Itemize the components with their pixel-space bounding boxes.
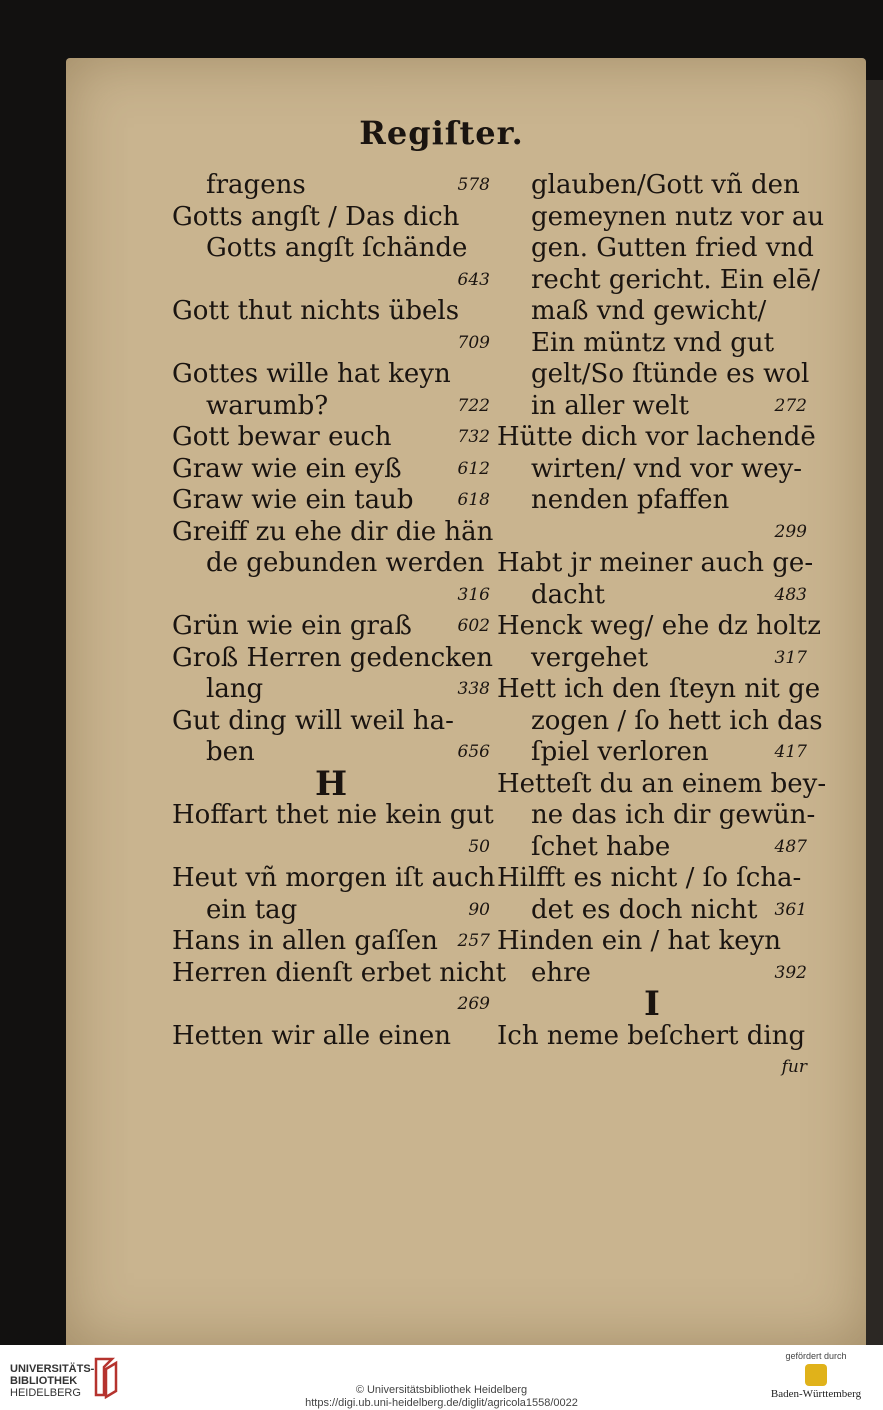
entry-number: 272: [774, 395, 807, 416]
entry-text: Greiff zu ehe dir die hän: [172, 516, 494, 547]
register-entry: [497, 233, 814, 265]
entry-number: 578: [457, 175, 490, 195]
entry-text: I: [644, 984, 660, 1024]
register-entry: [497, 170, 807, 202]
entry-text: dacht: [531, 579, 605, 610]
entry-text: Hans in allen gaſſen: [172, 926, 438, 956]
register-entry: [497, 580, 807, 612]
register-entry: [172, 580, 490, 612]
entry-number: 487: [774, 836, 807, 857]
register-entry: [497, 1021, 807, 1053]
entry-text: ben: [206, 737, 255, 767]
page-heading: Regiſter.: [359, 114, 524, 152]
register-entry: [497, 548, 814, 580]
entry-number: 612: [457, 458, 490, 479]
book-edge: [866, 80, 883, 1345]
register-entry: [497, 391, 807, 423]
register-entry: [172, 706, 490, 738]
register-entry: [172, 895, 490, 927]
entry-text: Hoffart thet nie kein gut: [172, 800, 494, 830]
entry-text: ne das ich dir gewün-: [531, 800, 816, 830]
entry-text: gen. Gutten fried vnd: [531, 233, 814, 263]
entry-text: zogen / ſo hett ich das: [531, 705, 823, 736]
register-entry: [497, 643, 807, 675]
entry-text: Hinden ein / hat keyn: [497, 926, 782, 956]
entry-text: ſchet habe: [531, 831, 671, 862]
register-entry: [497, 611, 821, 643]
register-entry: [497, 359, 810, 391]
entry-number: 618: [457, 490, 490, 510]
entry-text: Hilfft es nicht / ſo ſcha-: [497, 863, 802, 893]
copyright-text: © Universitätsbibliothek Heidelberg: [355, 1384, 528, 1396]
register-entry: [497, 201, 825, 234]
register-entry: [497, 926, 807, 958]
left-column: [172, 170, 507, 1052]
register-entry: [172, 1021, 490, 1053]
entry-text: Ein müntz vnd gut: [531, 327, 775, 358]
register-entry: [497, 1052, 807, 1084]
entry-text: Gott bewar euch: [172, 422, 392, 452]
entry-number: 361: [774, 899, 807, 920]
register-entry: [172, 611, 490, 643]
entry-text: Gotts angſt / Das dich: [172, 201, 460, 232]
register-entry: [172, 989, 490, 1021]
entry-text: gelt/So ſtünde es wol: [531, 359, 810, 389]
entry-number: 722: [457, 395, 490, 416]
register-entry: [172, 359, 490, 391]
entry-number: 316: [457, 584, 490, 605]
entry-text: Henck weg/ ehe dz holtz: [497, 611, 821, 641]
register-entry: [172, 800, 494, 832]
entry-text: det es doch nicht: [531, 894, 758, 925]
register-entry: [172, 926, 490, 958]
entry-number: 392: [774, 962, 807, 983]
entry-number: 643: [457, 269, 490, 290]
entry-text: Hetten wir alle einen: [172, 1020, 451, 1051]
state-crest-icon: [805, 1364, 827, 1386]
register-entry: [497, 264, 821, 297]
register-entry: [172, 422, 490, 454]
register-entry: [497, 705, 823, 738]
register-entry: [172, 328, 490, 360]
register-entry: [172, 485, 490, 517]
register-entry: [497, 296, 807, 328]
entry-text: Heut vñ morgen iſt auch: [172, 863, 496, 893]
register-entry: [497, 768, 827, 801]
section-letter: [172, 763, 490, 804]
register-entry: [497, 517, 807, 549]
entry-text: Ich neme beſchert ding: [497, 1020, 806, 1051]
entry-number: 90: [468, 899, 490, 920]
entry-number: 709: [457, 332, 490, 353]
register-entry: [172, 265, 490, 297]
entry-number: 732: [457, 427, 490, 447]
entry-text: recht gericht. Ein elē/: [531, 264, 821, 295]
entry-number: fur: [781, 1057, 807, 1077]
register-entry: [172, 863, 496, 895]
copyright-block: [0, 1384, 883, 1410]
entry-text: wirten/ vnd vor wey-: [531, 453, 803, 484]
permalink-url[interactable]: https://digi.ub.uni-heidelberg.de/diglit/agricola1558/0022: [305, 1397, 578, 1409]
register-entry: [172, 202, 490, 234]
entry-number: 483: [774, 584, 807, 605]
entry-number: 257: [457, 931, 490, 951]
register-entry: [172, 832, 490, 864]
sponsor-block[interactable]: [761, 1351, 871, 1400]
viewer-footer: [0, 1345, 883, 1410]
register-entry: [172, 642, 494, 675]
sponsor-name: Baden-Württemberg: [770, 1388, 862, 1400]
entry-number: 338: [457, 679, 490, 699]
library-name-line3: HEIDELBERG: [10, 1387, 81, 1399]
entry-text: Groß Herren gedencken: [172, 642, 494, 673]
entry-number: 602: [457, 616, 490, 636]
entry-text: Habt jr meiner auch ge-: [497, 548, 814, 578]
entry-text: gemeynen nutz vor au: [531, 201, 825, 232]
entry-text: Grün wie ein graß: [172, 611, 412, 641]
entry-text: de gebunden werden: [206, 548, 485, 578]
entry-text: warumb?: [206, 390, 329, 421]
entry-text: ſpiel verloren: [531, 737, 709, 767]
entry-number: 417: [774, 742, 807, 762]
register-entry: [172, 957, 507, 990]
register-entry: [497, 674, 821, 706]
register-entry: [497, 454, 807, 486]
library-name-line2: BIBLIOTHEK: [10, 1375, 78, 1387]
register-entry: [172, 516, 494, 549]
register-entry: [497, 422, 816, 454]
register-entry: [497, 800, 816, 832]
right-column: [497, 170, 827, 1084]
entry-text: lang: [206, 674, 264, 704]
section-letter: [497, 984, 807, 1024]
register-entry: [172, 391, 490, 423]
entry-number: 50: [468, 836, 490, 857]
register-entry: [497, 895, 807, 927]
entry-text: ein tag: [206, 894, 298, 925]
register-entry: [497, 832, 807, 864]
entry-text: Gotts angſt ſchände: [206, 233, 468, 263]
entry-text: Gottes wille hat keyn: [172, 359, 451, 389]
register-entry: [497, 485, 807, 517]
entry-text: Gott thut nichts übels: [172, 296, 460, 326]
entry-text: H: [314, 763, 348, 804]
entry-text: Graw wie ein taub: [172, 485, 414, 515]
entry-text: Hetteſt du an einem bey-: [497, 768, 827, 799]
register-entry: [172, 454, 490, 486]
entry-text: fragens: [206, 170, 306, 200]
sponsor-label: gefördert durch: [785, 1351, 847, 1361]
entry-number: 269: [457, 994, 490, 1014]
entry-text: Hett ich den ſteyn nit ge: [497, 674, 821, 704]
entry-text: vergehet: [531, 642, 649, 673]
register-entry: [172, 548, 490, 580]
register-entry: [497, 328, 807, 360]
entry-text: Hütte dich vor lachendē: [497, 422, 816, 452]
entry-text: glauben/Gott vñ den: [531, 170, 800, 200]
library-name-line1: UNIVERSITÄTS-: [10, 1363, 95, 1375]
entry-text: Herren dienſt erbet nicht: [172, 957, 507, 988]
register-entry: [172, 170, 490, 202]
register-entry: [497, 863, 807, 895]
entry-text: ehre: [531, 957, 591, 988]
entry-number: 317: [774, 647, 807, 668]
entry-text: in aller welt: [531, 390, 689, 421]
entry-number: 656: [457, 742, 490, 762]
entry-number: 299: [774, 521, 807, 542]
register-entry: [497, 737, 807, 769]
register-entry: [172, 296, 490, 328]
entry-text: maß vnd gewicht/: [531, 296, 767, 326]
register-entry: [172, 674, 490, 706]
register-entry: [172, 233, 490, 265]
entry-text: Gut ding will weil ha-: [172, 705, 454, 736]
entry-text: Graw wie ein eyß: [172, 453, 402, 484]
entry-text: nenden pfaffen: [531, 485, 730, 515]
